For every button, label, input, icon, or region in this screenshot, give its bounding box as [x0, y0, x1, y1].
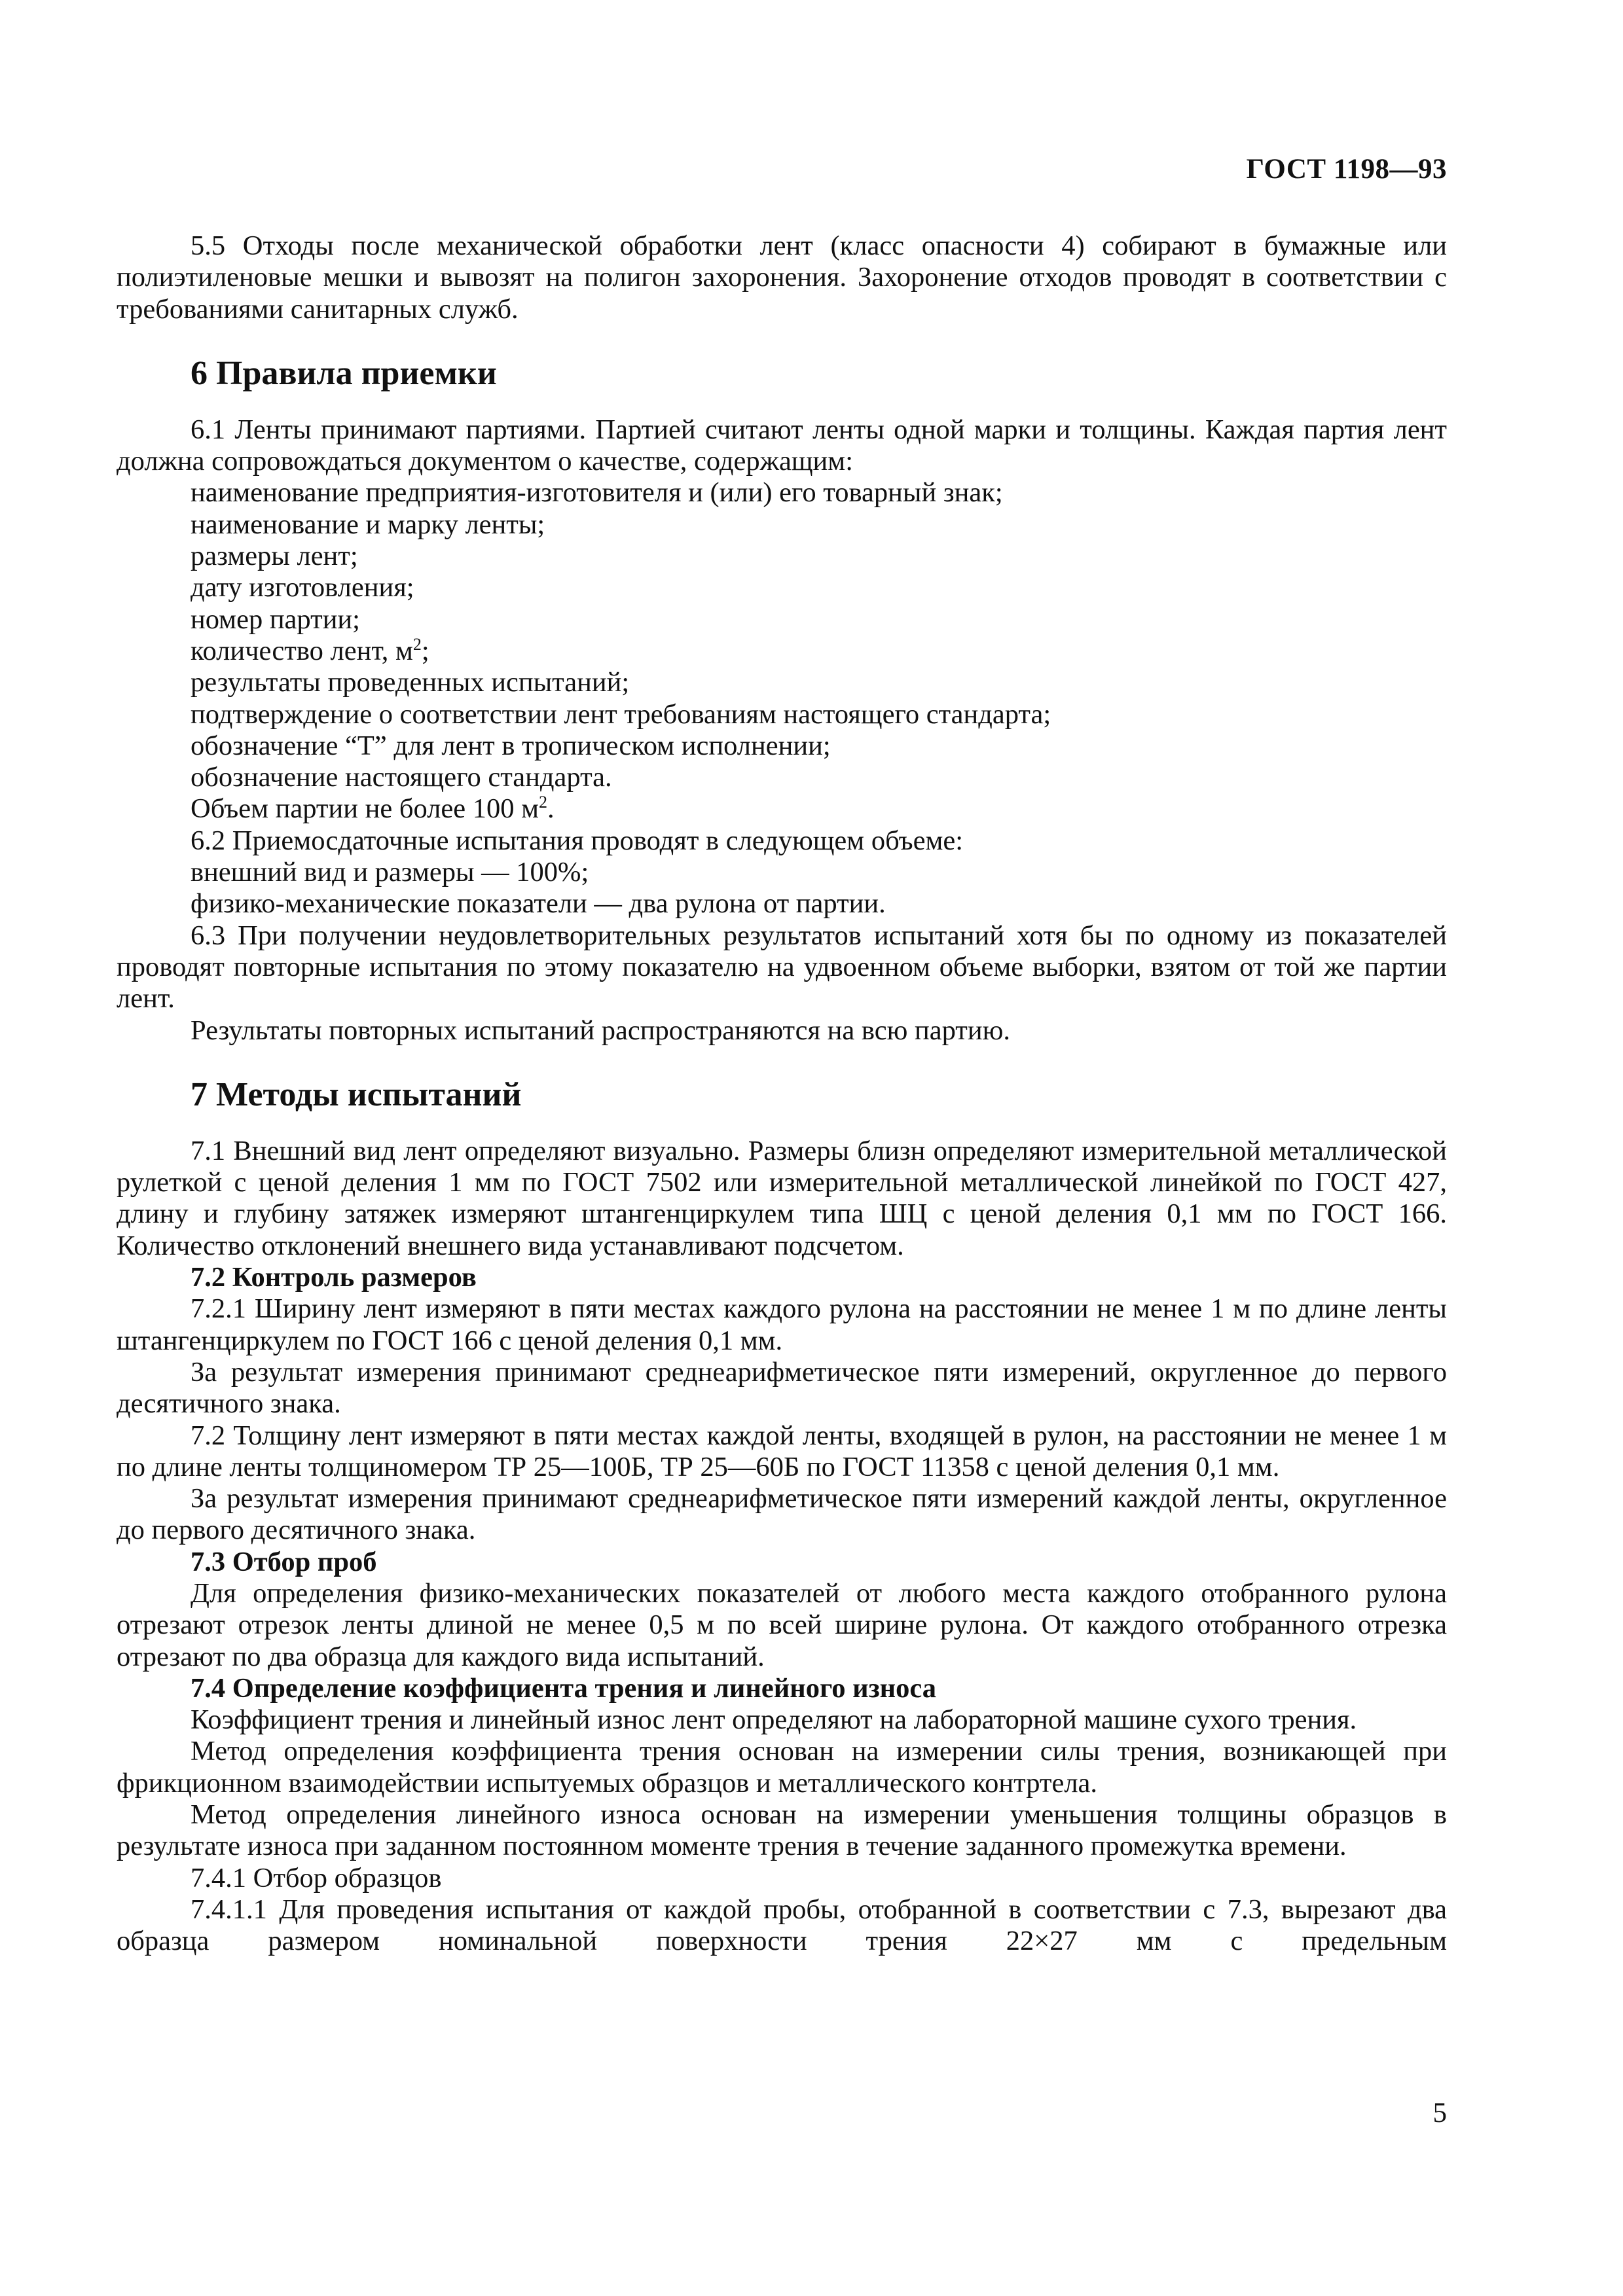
volume-end: .: [547, 793, 555, 825]
document-header: ГОСТ 1198—93: [1246, 154, 1447, 185]
paragraph-5-5: 5.5 Отходы после механической обработки лент (класс опасности 4) собирают в бумажные или полиэтиленовые мешки и вывозят на полигон захоронения. Захоронение отходов проводят в соответствии с требованиями санитарных служб.: [117, 230, 1447, 325]
list-item: номер партии;: [191, 603, 360, 635]
quantity-text: количество лент, м: [191, 635, 413, 666]
quantity-superscript: 2: [412, 634, 422, 654]
paragraph-7-2-2: 7.2 Толщину лент измеряют в пяти местах каждой ленты, входящей в рулон, на расстоянии не менее 1 м по длине ленты толщиномером ТР 25—100Б, ТР 25—60Б по ГОСТ 11358 с ценой деления 0,1 мм.: [117, 1420, 1447, 1482]
list-item: размеры лент;: [191, 541, 358, 572]
volume-superscript: 2: [538, 793, 547, 812]
section-6-title: 6 Правила приемки: [191, 354, 497, 392]
paragraph-7-4-c: Метод определения линейного износа основан на измерении уменьшения толщины образцов в результате износа при заданном постоянном моменте трения в течение заданного промежутка времени.: [117, 1799, 1447, 1862]
list-item: обозначение “Т” для лент в тропическом исполнении;: [191, 730, 831, 761]
document-body: [117, 230, 1447, 1958]
paragraph-7-4-b: Метод определения коэффициента трения основан на измерении силы трения, возникающей при фрикционном взаимодействии испытуемых образцов и металлического контртела.: [117, 1736, 1447, 1799]
quantity-end: ;: [421, 635, 429, 666]
paragraph-7-4-a: Коэффициент трения и линейный износ лент определяют на лабораторной машине сухого трения.: [191, 1704, 1357, 1736]
subsection-7-3-title: 7.3 Отбор проб: [191, 1546, 377, 1577]
paragraph-7-2-1: 7.2.1 Ширину лент измеряют в пяти местах каждого рулона на расстоянии не менее 1 м по длине ленты штангенциркулем по ГОСТ 166 с ценой деления 0,1 мм.: [117, 1293, 1447, 1356]
paragraph-7-1: 7.1 Внешний вид лент определяют визуально. Размеры близн определяют измерительной металлической рулеткой с ценой деления 1 мм по ГОСТ 7502 или измерительной металлической линейкой по ГОСТ 427, длину и глубину затяжек измеряют штангенциркулем типа ШЦ с ценой деления 0,1 мм по ГОСТ 166. Количество отклонений внешнего вида устанавливают подсчетом.: [117, 1135, 1447, 1261]
document-page: [117, 0, 1447, 2296]
paragraph-6-3-b: Результаты повторных испытаний распространяются на всю партию.: [191, 1014, 1010, 1046]
paragraph-7-2-2-b: За результат измерения принимают среднеарифметическое пяти измерений каждой ленты, округленное до первого десятичного знака.: [117, 1483, 1447, 1546]
volume-text: Объем партии не более 100 м: [191, 793, 539, 825]
list-item: наименование предприятия-изготовителя и (или) его товарный знак;: [191, 477, 1003, 509]
list-item: дату изготовления;: [191, 572, 414, 603]
paragraph-7-2-1-b: За результат измерения принимают среднеарифметическое пяти измерений, округленное до первого десятичного знака.: [117, 1356, 1447, 1420]
paragraph-7-3: Для определения физико-механических показателей от любого места каждого отобранного рулона отрезают отрезок ленты длиной не менее 0,5 м по всей ширине рулона. От каждого отобранного отрезка отрезают по два образца для каждого вида испытаний.: [117, 1577, 1447, 1672]
list-item: обозначение настоящего стандарта.: [191, 762, 612, 793]
paragraph-6-1: 6.1 Ленты принимают партиями. Партией считают ленты одной марки и толщины. Каждая партия лент должна сопровождаться документом о качестве, содержащим:: [117, 414, 1447, 477]
paragraph-6-2: 6.2 Приемосдаточные испытания проводят в следующем объеме:: [191, 825, 964, 856]
subsection-7-4-title: 7.4 Определение коэффициента трения и линейного износа: [191, 1672, 937, 1704]
list-item: внешний вид и размеры — 100%;: [191, 857, 589, 888]
list-item: подтверждение о соответствии лент требованиям настоящего стандарта;: [191, 698, 1051, 730]
subsection-7-2-title: 7.2 Контроль размеров: [191, 1262, 477, 1293]
list-item: физико-механические показатели — два рулона от партии.: [191, 888, 886, 920]
paragraph-6-3: 6.3 При получении неудовлетворительных результатов испытаний хотя бы по одному из показателей проводят повторные испытания по этому показателю на удвоенном объеме выборки, взятом от той же партии лент.: [117, 920, 1447, 1014]
paragraph-7-4-1-1: 7.4.1.1 Для проведения испытания от каждой пробы, отобранной в соответствии с 7.3, вырезают два образца размером номинальной поверхности трения 22×27 мм с предельным: [117, 1893, 1447, 1957]
page-number: 5: [1432, 2098, 1447, 2128]
section-7-title: 7 Методы испытаний: [191, 1075, 522, 1113]
list-item: наименование и марку ленты;: [191, 509, 545, 540]
list-item: результаты проведенных испытаний;: [191, 667, 630, 698]
paragraph-7-4-1: 7.4.1 Отбор образцов: [191, 1862, 442, 1893]
lot-volume: [117, 793, 1447, 825]
list-item-quantity: [117, 636, 1447, 667]
